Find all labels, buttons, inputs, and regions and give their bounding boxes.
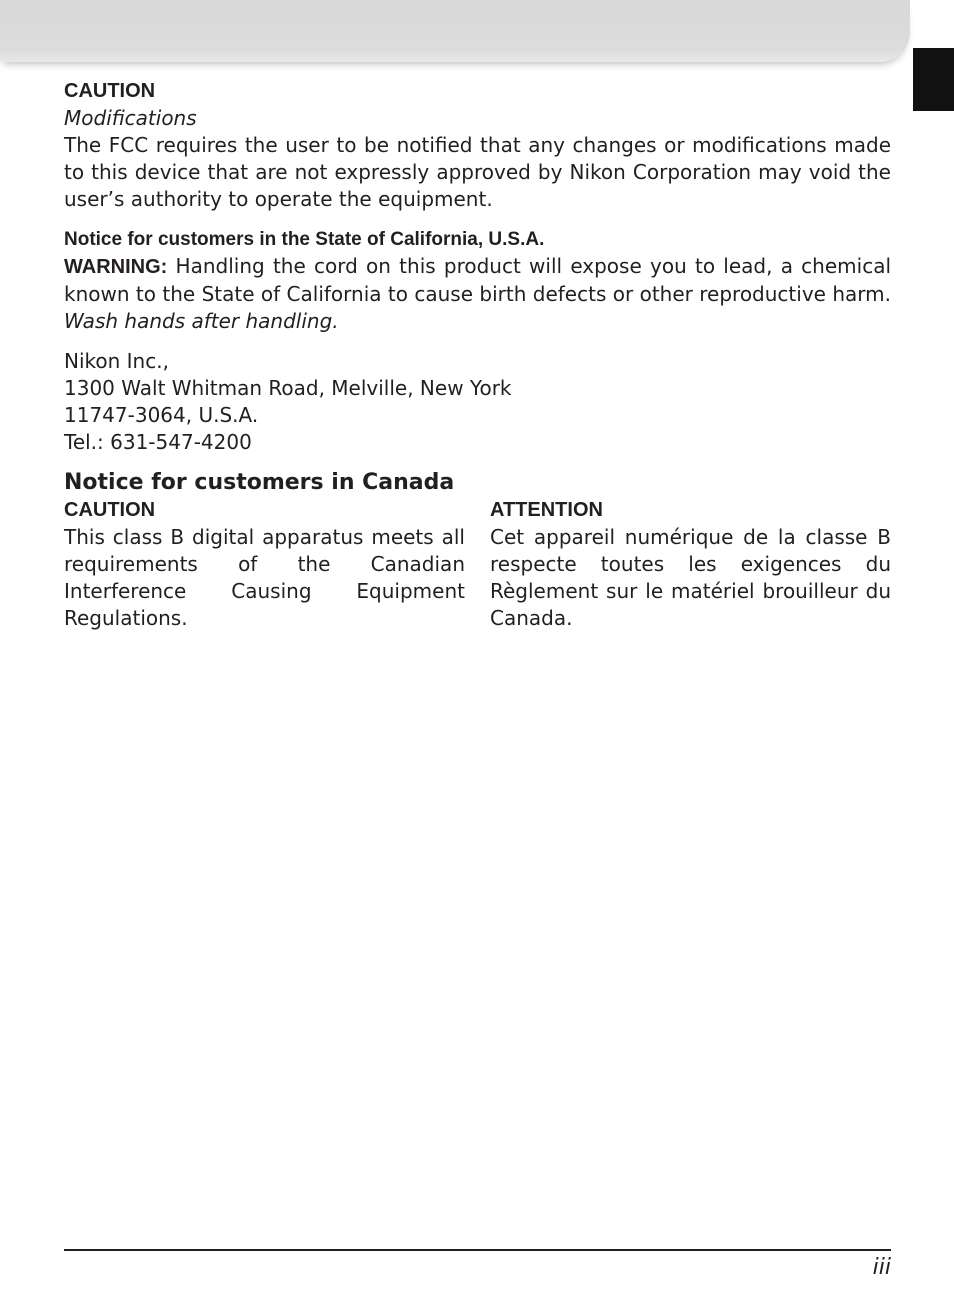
chapter-tab [913,48,954,111]
fcc-subheading: Modifications [64,106,197,130]
california-heading: Notice for customers in the State of California, U.S.A. [64,229,545,250]
canada-caution-label: CAUTION [64,499,156,521]
canada-title: Notice for customers in Canada [64,470,455,495]
fcc-caution-label: CAUTION [64,80,156,102]
canada-english-column [64,497,465,632]
page-content [64,78,891,632]
address-block [64,348,891,456]
canada-columns [64,497,891,632]
page-number: iii [872,1255,891,1280]
address-company: Nikon Inc., [64,349,169,373]
footer-rule [64,1249,891,1251]
california-warning [64,253,891,335]
canada-french-column [490,497,891,632]
warning-label: WARNING: [64,256,168,278]
warning-text: Handling the cord on this product will expose you to lead, a chemical known to the State of California to cause birth defects or other reproductive harm. [64,254,891,306]
header-band [0,0,910,62]
address-phone: Tel.: 631-547-4200 [64,430,252,454]
california-section [64,226,891,335]
fcc-body: The FCC requires the user to be notified that any changes or modifications made to this device that are not expressly approved by Nikon Corporation may void the user’s authority to operate the equipment. [64,133,891,211]
fcc-caution-section [64,78,891,213]
canada-attention-label: ATTENTION [490,499,603,521]
address-zip: 11747-3064, U.S.A. [64,403,259,427]
canada-french-text: Cet appareil numérique de la classe B respecte toutes les exigences du Règlement sur le matériel brouilleur du Canada. [490,525,891,630]
warning-italic: Wash hands after handling. [64,309,339,333]
canada-english-text: This class B digital apparatus meets all requirements of the Canadian Interference Causing Equipment Regulations. [64,525,465,630]
address-street: 1300 Walt Whitman Road, Melville, New York [64,376,512,400]
canada-section [64,469,891,632]
